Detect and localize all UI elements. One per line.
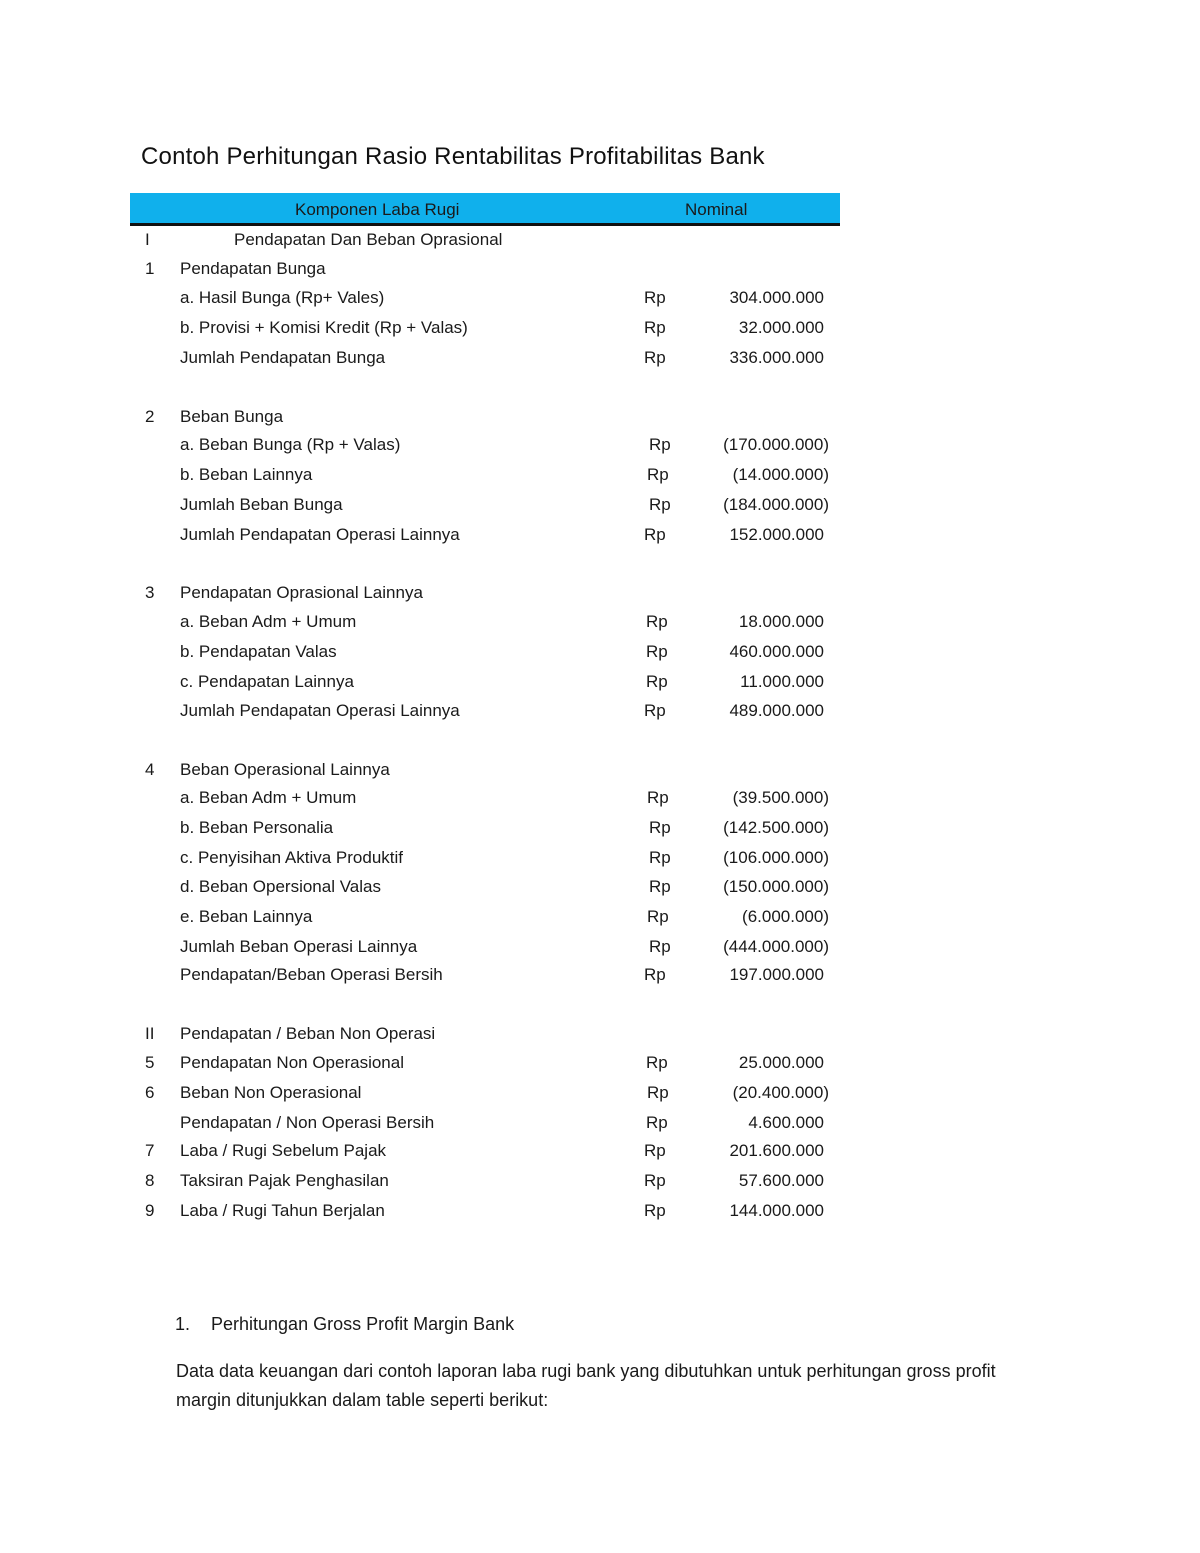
row-currency: Rp	[649, 495, 671, 514]
row-currency: Rp	[644, 1141, 666, 1160]
list-marker: 1.	[175, 1314, 191, 1334]
row-value: 32.000.000	[738, 318, 824, 337]
row-currency: Rp	[644, 1201, 666, 1220]
row-label: Beban Bunga	[180, 407, 284, 426]
row-value: (106.000.000)	[723, 848, 829, 867]
table-row	[0, 904, 1200, 930]
table-row	[0, 580, 1200, 606]
row-value: 144.000.000	[729, 1201, 824, 1220]
row-currency: Rp	[644, 318, 666, 337]
row-label: Beban Non Operasional	[180, 1083, 362, 1102]
row-value: 18.000.000	[738, 612, 824, 631]
list-item-text: Perhitungan Gross Profit Margin Bank	[211, 1314, 515, 1334]
table-row	[0, 845, 1200, 871]
row-label: a. Beban Adm + Umum	[180, 788, 357, 807]
table-row	[0, 285, 1200, 311]
row-label: Jumlah Pendapatan Operasi Lainnya	[180, 701, 460, 720]
table-row	[0, 1168, 1200, 1194]
row-value: 304.000.000	[729, 288, 824, 307]
row-value: 25.000.000	[738, 1053, 824, 1072]
table-row	[0, 669, 1200, 695]
row-currency: Rp	[649, 435, 671, 454]
table-row	[0, 1110, 1200, 1136]
row-label: b. Pendapatan Valas	[180, 642, 337, 661]
row-label: Pendapatan/Beban Operasi Bersih	[180, 965, 443, 984]
row-currency: Rp	[644, 525, 666, 544]
table-row	[0, 934, 1200, 960]
row-label: Beban Operasional Lainnya	[180, 760, 390, 779]
row-number: I	[145, 230, 150, 249]
row-label: a. Beban Adm + Umum	[180, 612, 357, 631]
row-currency: Rp	[646, 642, 668, 661]
row-value: 152.000.000	[729, 525, 824, 544]
row-currency: Rp	[646, 672, 668, 691]
row-label: a. Beban Bunga (Rp + Valas)	[180, 435, 401, 454]
table-row	[0, 698, 1200, 724]
row-label: Pendapatan / Non Operasi Bersih	[180, 1113, 435, 1132]
row-label: c. Pendapatan Lainnya	[180, 672, 354, 691]
table-row	[0, 522, 1200, 548]
table-row	[0, 1050, 1200, 1076]
row-label: Pendapatan Bunga	[180, 259, 326, 278]
row-currency: Rp	[646, 612, 668, 631]
row-number: 9	[145, 1201, 155, 1220]
header-nominal: Nominal	[685, 200, 748, 219]
row-label: Pendapatan / Beban Non Operasi	[180, 1024, 436, 1043]
row-currency: Rp	[649, 877, 671, 896]
row-currency: Rp	[644, 1171, 666, 1190]
page-title: Contoh Perhitungan Rasio Rentabilitas Profitabilitas Bank	[141, 143, 765, 170]
row-currency: Rp	[644, 965, 666, 984]
table-row	[0, 1138, 1200, 1164]
row-number: 8	[145, 1171, 155, 1190]
table-row	[0, 815, 1200, 841]
row-currency: Rp	[649, 818, 671, 837]
row-value: (39.500.000)	[732, 788, 829, 807]
row-currency: Rp	[649, 848, 671, 867]
table-row	[0, 492, 1200, 518]
row-number: 7	[145, 1141, 155, 1160]
row-label: d. Beban Opersional Valas	[180, 877, 381, 896]
row-label: Jumlah Beban Bunga	[180, 495, 343, 514]
table-row	[0, 227, 1200, 253]
row-currency: Rp	[647, 907, 669, 926]
row-number: 4	[145, 760, 155, 779]
row-label: Laba / Rugi Sebelum Pajak	[180, 1141, 387, 1160]
table-row	[0, 609, 1200, 635]
row-label: Jumlah Pendapatan Bunga	[180, 348, 386, 367]
row-currency: Rp	[647, 465, 669, 484]
row-label: b. Provisi + Komisi Kredit (Rp + Valas)	[180, 318, 468, 337]
row-label: c. Penyisihan Aktiva Produktif	[180, 848, 404, 867]
header-komponen: Komponen Laba Rugi	[295, 200, 460, 219]
row-currency: Rp	[647, 1083, 669, 1102]
row-label: b. Beban Lainnya	[180, 465, 313, 484]
table-row	[0, 874, 1200, 900]
row-number: 2	[145, 407, 155, 426]
table-row	[0, 315, 1200, 341]
row-currency: Rp	[644, 348, 666, 367]
row-number: 3	[145, 583, 155, 602]
row-value: (444.000.000)	[723, 937, 829, 956]
table-row	[0, 1021, 1200, 1047]
row-value: 336.000.000	[729, 348, 824, 367]
table-row	[0, 1080, 1200, 1106]
body-paragraph: Data data keuangan dari contoh laporan laba rugi bank yang dibutuhkan untuk perhitungan gross profit margin ditunjukkan dalam table seperti berikut:	[176, 1361, 996, 1410]
row-label: Pendapatan Oprasional Lainnya	[180, 583, 423, 602]
row-currency: Rp	[646, 1053, 668, 1072]
row-value: (184.000.000)	[723, 495, 829, 514]
row-value: (20.400.000)	[732, 1083, 829, 1102]
row-value: (150.000.000)	[723, 877, 829, 896]
row-number: 5	[145, 1053, 155, 1072]
row-label: Jumlah Beban Operasi Lainnya	[180, 937, 418, 956]
row-number: II	[145, 1024, 155, 1043]
row-value: (6.000.000)	[742, 907, 829, 926]
row-label: Jumlah Pendapatan Operasi Lainnya	[180, 525, 460, 544]
row-currency: Rp	[644, 288, 666, 307]
row-label: a. Hasil Bunga (Rp+ Vales)	[180, 288, 385, 307]
row-value: 11.000.000	[740, 672, 824, 691]
table-row	[0, 432, 1200, 458]
table-row	[0, 256, 1200, 282]
table-row	[0, 404, 1200, 430]
row-value: 201.600.000	[729, 1141, 824, 1160]
row-value: (14.000.000)	[732, 465, 829, 484]
table-row	[0, 785, 1200, 811]
table-row	[0, 1198, 1200, 1224]
row-value: (142.500.000)	[723, 818, 829, 837]
row-value: 57.600.000	[738, 1171, 824, 1190]
row-currency: Rp	[646, 1113, 668, 1132]
row-label: Taksiran Pajak Penghasilan	[180, 1171, 389, 1190]
table-row	[0, 462, 1200, 488]
numbered-list-item	[175, 1314, 514, 1335]
row-number: 6	[145, 1083, 155, 1102]
row-label: Pendapatan Non Operasional	[180, 1053, 404, 1072]
row-value: 197.000.000	[729, 965, 824, 984]
row-value: (170.000.000)	[723, 435, 829, 454]
table-row	[0, 962, 1200, 988]
row-label: b. Beban Personalia	[180, 818, 334, 837]
row-value: 460.000.000	[729, 642, 824, 661]
row-number: 1	[145, 259, 155, 278]
row-label: Pendapatan Dan Beban Oprasional	[234, 230, 503, 249]
row-value: 4.600.000	[748, 1113, 824, 1132]
row-value: 489.000.000	[729, 701, 824, 720]
row-label: Laba / Rugi Tahun Berjalan	[180, 1201, 385, 1220]
table-row	[0, 757, 1200, 783]
row-currency: Rp	[649, 937, 671, 956]
row-currency: Rp	[644, 701, 666, 720]
table-row	[0, 345, 1200, 371]
row-label: e. Beban Lainnya	[180, 907, 313, 926]
row-currency: Rp	[647, 788, 669, 807]
table-row	[0, 639, 1200, 665]
